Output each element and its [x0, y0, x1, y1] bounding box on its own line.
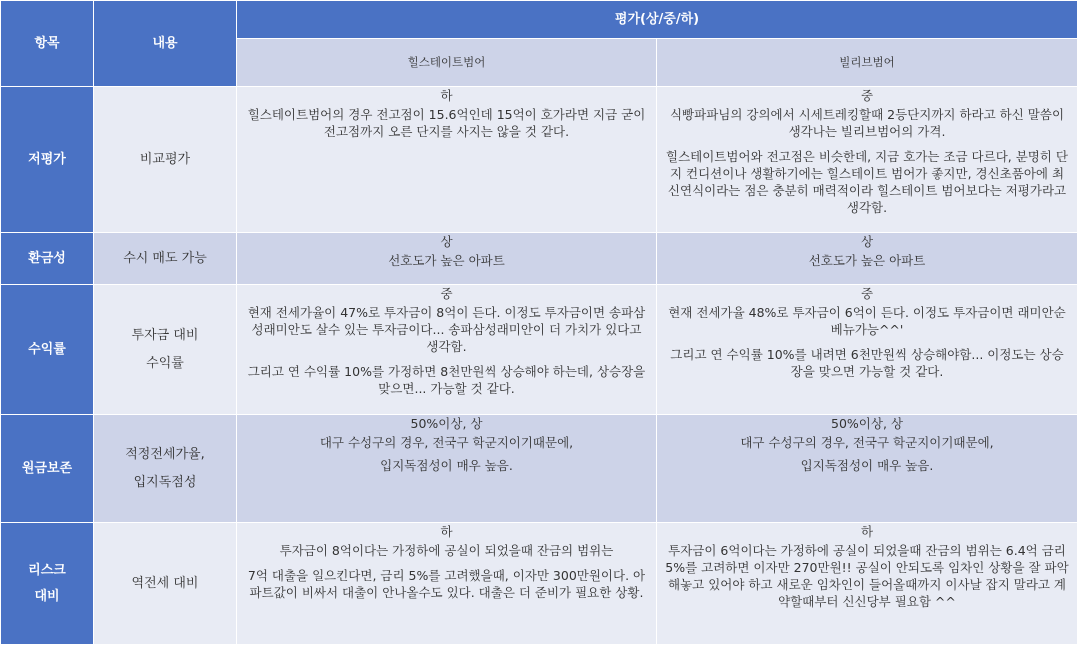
row-item-risk [1, 523, 94, 645]
paragraph: 선호도가 높은 아파트 [388, 253, 505, 268]
row-content-principal [94, 415, 237, 523]
cell-liquidity-apt1 [237, 233, 657, 285]
grade: 중 [860, 88, 874, 103]
paragraph: 현재 전세가율이 47%로 투자금이 8억이 든다. 이정도 투자금이면 송파삼성래미안도 살수 있는 투자금이다... 송파삼성래미안이 더 가치가 있다고 생각함. [247, 305, 646, 354]
cell-liquidity-apt2 [657, 233, 1077, 285]
row-content-liquidity: 수시 매도 가능 [94, 233, 237, 285]
paragraph: 대구 수성구의 경우, 전국구 학군지이기때문에, [319, 435, 574, 450]
paragraph: 선호도가 높은 아파트 [808, 253, 926, 268]
grade: 50%이상, 상 [410, 416, 483, 431]
grade: 상 [860, 234, 874, 249]
paragraph: 투자금이 6억이다는 가정하에 공실이 되었을때 잔금의 범위는 6.4억 금리 5%를 고려하면 이자만 270만원!! 공실이 안되도록 임차인 상황을 잘 파악해놓고 있어야 하고 새로운 임차인이 들어올때까지 이사날 잡지 말라고 계약할때부터 신신당부 필요함 ^^ [665, 543, 1069, 609]
header-content: 내용 [94, 1, 237, 87]
cell-return-apt2 [657, 285, 1077, 415]
row-item-undervalued: 저평가 [1, 87, 94, 233]
paragraph: 힐스테이트범어와 전고점은 비슷한데, 지금 호가는 조금 다르다, 분명히 단지 컨디션이나 생활하기에는 힐스테이트 범어가 좋지만, 경신초품아에 최신연식이라는 점은 충분히 매력적이라 힐스테이트 범어보다는 저평가라고 생각함. [666, 149, 1068, 215]
cell-return-apt1 [237, 285, 657, 415]
grade: 중 [860, 286, 874, 301]
cell-undervalued-apt1 [237, 87, 657, 233]
grade: 중 [440, 286, 453, 301]
header-item: 항목 [1, 1, 94, 87]
cell-risk-apt1 [237, 523, 657, 645]
cell-undervalued-apt2 [657, 87, 1077, 233]
paragraph: 입지독점성이 매우 높음. [380, 458, 513, 473]
content-line: 수익률 [146, 355, 184, 371]
grade: 하 [440, 88, 453, 103]
header-apt2: 빌리브범어 [657, 39, 1077, 87]
row-item-principal: 원금보존 [1, 415, 94, 523]
cell-principal-apt1 [237, 415, 657, 523]
grade: 50%이상, 상 [831, 416, 903, 431]
paragraph: 7억 대출을 일으킨다면, 금리 5%를 고려했을때, 이자만 300만원이다. 아파트값이 비싸서 대출이 안나올수도 있다. 대출은 더 준비가 필요한 상황. [247, 568, 646, 600]
item-line: 리스크 [28, 562, 66, 578]
content-line: 입지독점성 [133, 474, 197, 490]
row-content-return [94, 285, 237, 415]
row-item-return: 수익률 [1, 285, 94, 415]
paragraph: 현재 전세가율 48%로 투자금이 6억이 든다. 이정도 투자금이면 래미안순베뉴가능^^' [668, 305, 1066, 337]
content-line: 투자금 대비 [131, 327, 199, 343]
item-line: 대비 [34, 588, 60, 604]
header-evaluation: 평가(상/중/하) [237, 1, 1077, 39]
header-apt1: 힐스테이트범어 [237, 39, 657, 87]
content-line: 적정전세가율, [125, 446, 205, 462]
paragraph: 그리고 연 수익률 10%를 가정하면 8천만원씩 상승해야 하는데, 상승장을 맞으면... 가능할 것 같다. [247, 364, 646, 396]
cell-risk-apt2 [657, 523, 1077, 645]
paragraph: 힐스테이트범어의 경우 전고점이 15.6억인데 15억이 호가라면 지금 굳이 전고점까지 오른 단지를 사지는 않을 것 같다. [247, 107, 646, 139]
cell-principal-apt2 [657, 415, 1077, 523]
grade: 하 [860, 524, 874, 539]
paragraph: 투자금이 8억이다는 가정하에 공실이 되었을때 잔금의 범위는 [279, 543, 614, 558]
paragraph: 대구 수성구의 경우, 전국구 학군지이기때문에, [740, 435, 994, 450]
row-item-liquidity: 환금성 [1, 233, 94, 285]
row-content-undervalued: 비교평가 [94, 87, 237, 233]
grade: 하 [440, 524, 453, 539]
paragraph: 식빵파파님의 강의에서 시세트레킹할때 2등단지까지 하라고 하신 말씀이 생각나는 빌리브범어의 가격. [669, 107, 1065, 139]
grade: 상 [440, 234, 453, 249]
paragraph: 그리고 연 수익률 10%를 내려면 6천만원씩 상승해야함... 이정도는 상승장을 맞으면 가능할 것 같다. [670, 347, 1064, 379]
paragraph: 입지독점성이 매우 높음. [800, 458, 934, 473]
row-content-risk: 역전세 대비 [94, 523, 237, 645]
